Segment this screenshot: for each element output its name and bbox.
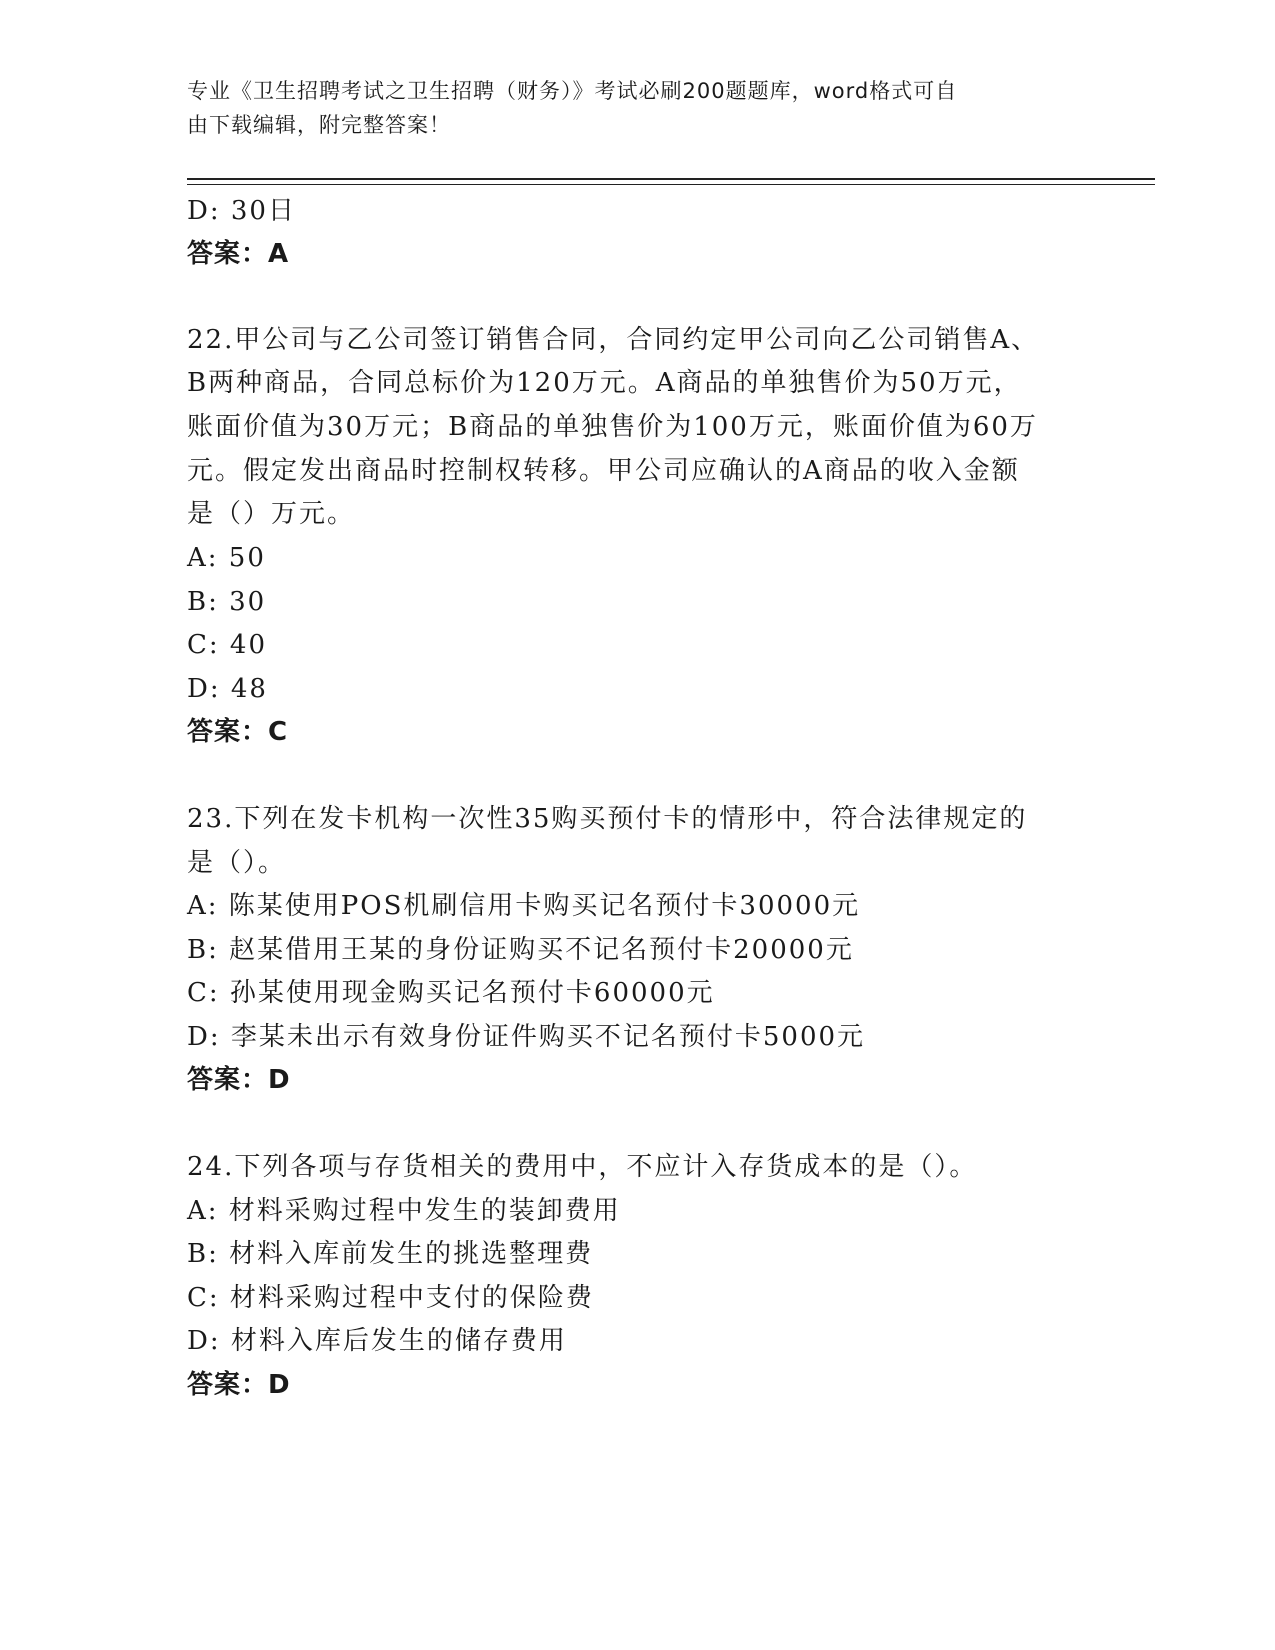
q23-option-a: A: 陈某使用POS机刷信用卡购买记名预付卡30000元 [187, 891, 861, 921]
q23-option-b: B: 赵某借用王某的身份证购买不记名预付卡20000元 [187, 935, 854, 965]
q23-text-line: 23.下列在发卡机构一次性35购买预付卡的情形中，符合法律规定的 [187, 804, 1028, 834]
q22-text-line: 元。假定发出商品时控制权转移。甲公司应确认的A商品的收入金额 [187, 456, 1020, 486]
q24-option-a: A: 材料采购过程中发生的装卸费用 [187, 1196, 621, 1226]
q24-text-line: 24.下列各项与存货相关的费用中，不应计入存货成本的是（）。 [187, 1152, 978, 1182]
q24-option-b: B: 材料入库前发生的挑选整理费 [187, 1239, 594, 1269]
prev-answer: 答案：A [187, 239, 290, 269]
q22-text-line: 账面价值为30万元；B商品的单独售价为100万元，账面价值为60万 [187, 412, 1038, 442]
q22-text-line: B两种商品，合同总标价为120万元。A商品的单独售价为50万元， [187, 368, 1022, 398]
q23-option-d: D: 李某未出示有效身份证件购买不记名预付卡5000元 [187, 1022, 866, 1052]
q23-text-line: 是（）。 [187, 848, 287, 878]
header-line-1: 专业《卫生招聘考试之卫生招聘（财务）》考试必刷200题题库，word格式可自 [187, 79, 958, 103]
header-divider-thick [187, 178, 1155, 180]
q22-text-line: 22.甲公司与乙公司签订销售合同，合同约定甲公司向乙公司销售A、 [187, 325, 1040, 355]
q22-answer: 答案：C [187, 717, 289, 747]
q22-option-c: C: 40 [187, 630, 268, 660]
q22-text-line: 是（）万元。 [187, 499, 356, 529]
q22-option-a: A: 50 [187, 543, 266, 573]
q24-answer: 答案：D [187, 1370, 291, 1400]
header-line-2: 由下载编辑，附完整答案！ [187, 113, 451, 137]
header-divider-thin [187, 184, 1155, 185]
q24-option-d: D: 材料入库后发生的储存费用 [187, 1326, 567, 1356]
q23-option-c: C: 孙某使用现金购买记名预付卡60000元 [187, 978, 715, 1008]
q24-option-c: C: 材料采购过程中支付的保险费 [187, 1283, 594, 1313]
document-header [187, 74, 1067, 142]
q22-option-d: D: 48 [187, 674, 268, 704]
prev-option-d: D: 30日 [187, 196, 296, 226]
q23-answer: 答案：D [187, 1065, 291, 1095]
q22-option-b: B: 30 [187, 587, 267, 617]
